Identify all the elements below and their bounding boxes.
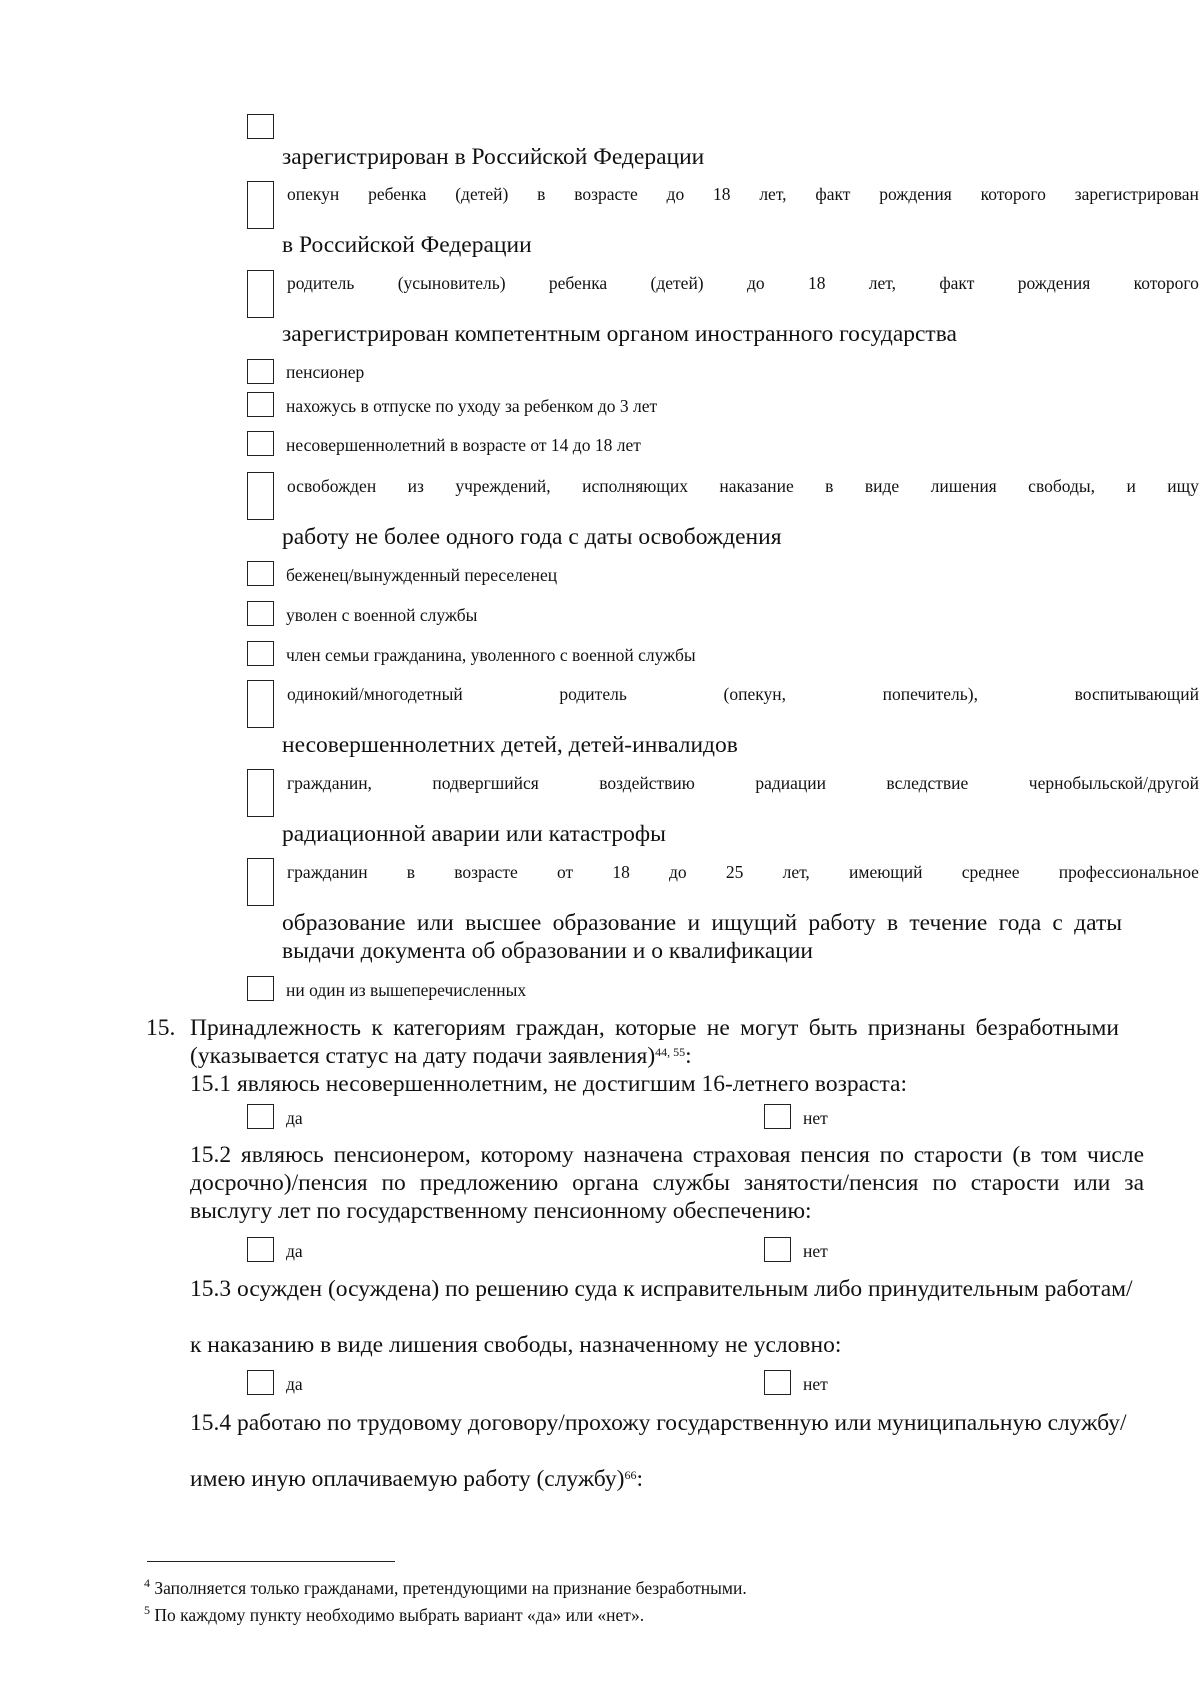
option-radiation-line1: гражданин, подвергшийся воздействию радиации вследствие чернобыльской/другой	[287, 773, 1199, 793]
option-released-line1: освобожден из учреждений, исполняющих наказание в виде лишения свободы, и ищу	[287, 476, 1199, 496]
option-radiation-line2: радиационной аварии или катастрофы	[282, 821, 666, 847]
checkbox-refugee[interactable]	[247, 561, 274, 586]
section-15-footnote-refs: 44, 55	[655, 1045, 686, 1059]
section-15-number: 15.	[146, 1015, 176, 1041]
section-15-heading: Принадлежность к категориям граждан, которые не могут быть признаны безработными (указывается статус на дату подачи заявления)$^{44, 55}$:	[190, 1015, 1119, 1069]
footnote-separator	[147, 1561, 395, 1562]
checkbox-15-1-no[interactable]	[764, 1104, 791, 1129]
checkbox-parental-leave[interactable]	[247, 392, 274, 417]
label-15-1-yes: да	[286, 1108, 303, 1128]
checkbox-military-family[interactable]	[247, 641, 274, 666]
option-released-line2: работу не более одного года с даты освобождения	[282, 524, 782, 550]
question-15-3: 15.3 осужден (осуждена) по решению суда к исправительным либо принудительным работам/	[190, 1276, 1133, 1302]
question-15-2: 15.2 являюсь пенсионером, которому назначена страховая пенсия по старости (в том числе досрочно)/пенсия по предложению органа службы занятости/пенсия по старости или за выслугу лет по государственному пенсионному обеспечению:	[190, 1142, 1144, 1224]
option-parent-foreign-line1: родитель (усыновитель) ребенка (детей) до 18 лет, факт рождения которого	[287, 273, 1199, 293]
checkbox-15-1-yes[interactable]	[247, 1104, 274, 1129]
option-guardian-line2: в Российской Федерации	[282, 232, 532, 258]
label-15-2-no: нет	[803, 1241, 828, 1261]
question-15-4-cont: имею иную оплачиваемую работу (службу)$^{66}$:	[190, 1466, 643, 1492]
option-single-parent-line2: несовершеннолетних детей, детей-инвалидов	[282, 732, 738, 758]
question-15-4-footnote-ref: 66	[624, 1468, 637, 1482]
section-15-text: Принадлежность к категориям граждан, которые не могут быть признаны безработными (указывается статус на дату подачи заявления)	[190, 1015, 1119, 1069]
option-military-family-label: член семьи гражданина, уволенного с военной службы	[286, 645, 696, 665]
option-graduate-line2: образование или высшее образование и ищущий работу в течение года с даты выдачи документа об образовании и о квалификации	[282, 910, 1122, 964]
checkbox-15-2-yes[interactable]	[247, 1237, 274, 1262]
checkbox-none-of-above[interactable]	[247, 976, 274, 1001]
option-guardian-line1: опекун ребенка (детей) в возрасте до 18 лет, факт рождения которого зарегистрирован	[287, 184, 1199, 204]
option-minor-14-18-label: несовершеннолетний в возрасте от 14 до 18 лет	[286, 435, 641, 455]
question-15-3-cont: к наказанию в виде лишения свободы, назначенному не условно:	[190, 1332, 842, 1358]
question-15-1: 15.1 являюсь несовершеннолетним, не достигшим 16-летнего возраста:	[190, 1071, 907, 1097]
option-parent-foreign-line2: зарегистрирован компетентным органом иностранного государства	[282, 321, 957, 347]
checkbox-radiation[interactable]	[247, 769, 274, 817]
option-refugee-label: беженец/вынужденный переселенец	[286, 565, 558, 585]
checkbox-released-prison[interactable]	[247, 472, 274, 520]
question-15-4: 15.4 работаю по трудовому договору/прохожу государственную или муниципальную службу/	[190, 1410, 1127, 1436]
label-15-3-no: нет	[803, 1374, 828, 1394]
option-registered-rf-label: зарегистрирован в Российской Федерации	[282, 144, 705, 170]
option-graduate-line1: гражданин в возрасте от 18 до 25 лет, имеющий среднее профессиональное	[287, 862, 1199, 882]
label-15-2-yes: да	[286, 1241, 303, 1261]
checkbox-15-3-no[interactable]	[764, 1370, 791, 1395]
option-parental-leave-label: нахожусь в отпуске по уходу за ребенком до 3 лет	[286, 396, 658, 416]
checkbox-pensioner[interactable]	[247, 359, 274, 384]
option-military-label: уволен с военной службы	[286, 605, 478, 625]
checkbox-single-parent[interactable]	[247, 680, 274, 728]
checkbox-military-discharged[interactable]	[247, 601, 274, 626]
checkbox-15-2-no[interactable]	[764, 1237, 791, 1262]
checkbox-parent-foreign[interactable]	[247, 270, 274, 318]
footnote-4: $^4$ Заполняется только гражданами, претендующими на признание безработными.	[144, 1576, 747, 1598]
checkbox-minor-14-18[interactable]	[247, 431, 274, 456]
checkbox-registered-rf[interactable]	[247, 114, 274, 139]
label-15-1-no: нет	[803, 1108, 828, 1128]
option-pensioner-label: пенсионер	[286, 362, 365, 382]
checkbox-young-graduate[interactable]	[247, 858, 274, 906]
option-single-parent-line1: одинокий/многодетный родитель (опекун, попечитель), воспитывающий	[287, 684, 1199, 704]
footnote-5: $^5$ По каждому пункту необходимо выбрать вариант «да» или «нет».	[144, 1603, 645, 1625]
label-15-3-yes: да	[286, 1374, 303, 1394]
checkbox-guardian[interactable]	[247, 181, 274, 229]
option-none-label: ни один из вышеперечисленных	[286, 980, 527, 1000]
checkbox-15-3-yes[interactable]	[247, 1370, 274, 1395]
